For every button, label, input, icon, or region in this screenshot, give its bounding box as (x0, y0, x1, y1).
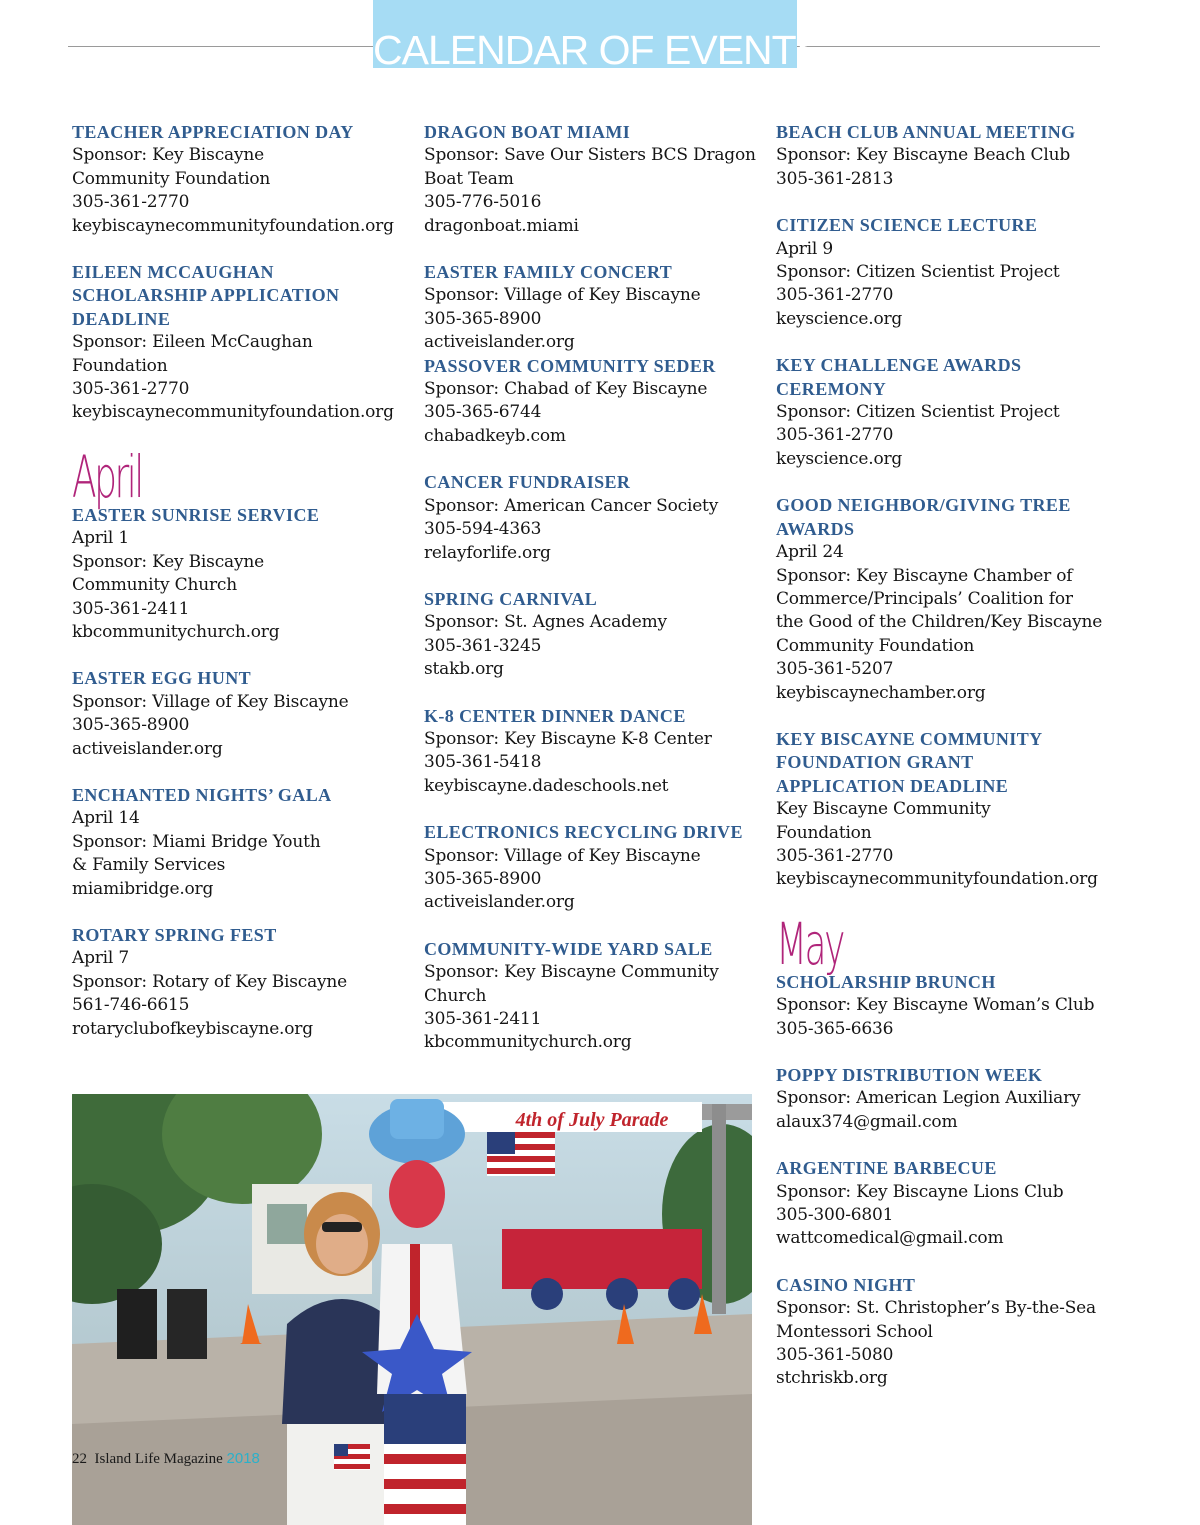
event-detail: the Good of the Children/Key Biscayne (776, 612, 1103, 633)
event-detail: Sponsor: Village of Key Biscayne (424, 285, 701, 306)
page-footer (72, 1450, 260, 1468)
event-listing (776, 214, 1116, 331)
event-detail: Foundation (776, 822, 872, 843)
event-detail: Sponsor: Key Biscayne K-8 Center (424, 728, 712, 749)
event-detail: April 1 (72, 528, 129, 549)
event-detail: keybiscayne.dadeschools.net (424, 775, 669, 796)
event-detail: miamibridge.org (72, 878, 214, 899)
event-detail: stchriskb.org (776, 1368, 888, 1389)
event-detail: April 9 (776, 238, 833, 259)
event-detail: keyscience.org (776, 308, 903, 329)
event-title: K-8 CENTER DINNER DANCE (424, 705, 686, 726)
event-listing (776, 1157, 1116, 1251)
event-detail: Key Biscayne Community (776, 799, 991, 820)
event-title: ROTARY SPRING FEST (72, 924, 277, 945)
event-detail: 305-361-2770 (776, 285, 894, 306)
event-detail: Community Foundation (72, 168, 271, 189)
event-detail: 305-365-8900 (72, 715, 190, 736)
event-detail: Community Foundation (776, 635, 975, 656)
event-detail: Sponsor: Village of Key Biscayne (424, 845, 701, 866)
month-heading: May (776, 909, 843, 978)
event-detail: Sponsor: Key Biscayne Beach Club (776, 145, 1071, 166)
event-detail: Community Church (72, 575, 237, 596)
event-detail: Sponsor: Key Biscayne (72, 145, 264, 166)
event-title: DRAGON BOAT MIAMI (424, 122, 631, 142)
event-listing (72, 504, 432, 644)
event-listing (776, 1064, 1116, 1134)
event-listing (424, 355, 784, 449)
event-detail: Church (424, 985, 487, 1006)
event-title: COMMUNITY-WIDE YARD SALE (424, 938, 713, 959)
event-listing (72, 261, 432, 425)
event-detail: 305-361-2411 (424, 1009, 542, 1029)
event-listing (776, 728, 1116, 892)
event-detail: 305-361-2770 (72, 192, 190, 213)
event-detail: Sponsor: St. Agnes Academy (424, 612, 667, 633)
event-listing (424, 261, 784, 355)
magazine-year: 2018 (226, 1450, 260, 1467)
banner-text: 4th of July Parade (515, 1109, 669, 1131)
event-detail: 305-361-2770 (72, 379, 190, 400)
event-detail: 305-361-3245 (424, 635, 542, 656)
event-title: CASINO NIGHT (776, 1274, 916, 1295)
page-number: 22 (72, 1451, 87, 1467)
event-title: GOOD NEIGHBOR/GIVING TREE AWARDS (776, 495, 1071, 539)
event-title: SPRING CARNIVAL (424, 588, 598, 609)
event-detail: activeislander.org (424, 332, 575, 353)
event-detail: 305-361-2813 (776, 168, 894, 189)
section-header (373, 0, 823, 73)
event-detail: 305-361-5207 (776, 659, 894, 680)
month-heading: April (72, 442, 142, 511)
event-detail: Sponsor: Key Biscayne Lions Club (776, 1181, 1064, 1202)
event-detail: Sponsor: Key Biscayne (72, 551, 264, 572)
event-detail: April 24 (776, 542, 844, 563)
event-listing (424, 705, 784, 799)
event-detail: Sponsor: Eileen McCaughan (72, 332, 313, 353)
event-detail: 305-365-8900 (424, 868, 542, 889)
section-title: CALENDAR OF EVENTS (373, 27, 823, 73)
event-listing (776, 1274, 1116, 1391)
event-title: EILEEN MCCAUGHAN SCHOLARSHIP APPLICATION DEADLINE (72, 262, 340, 329)
event-listing (776, 494, 1116, 705)
event-listing (776, 971, 1116, 1041)
event-detail: 305-361-2411 (72, 598, 190, 619)
event-detail: Sponsor: Citizen Scientist Project (776, 262, 1060, 283)
event-detail: chabadkeyb.com (424, 425, 566, 446)
event-detail: 305-361-5080 (776, 1345, 894, 1366)
magazine-name: Island Life Magazine (94, 1451, 223, 1467)
event-detail: 305-365-8900 (424, 308, 542, 329)
event-listing (72, 784, 432, 901)
event-detail: Commerce/Principals’ Coalition for (776, 588, 1073, 609)
event-title: TEACHER APPRECIATION DAY (72, 122, 354, 142)
event-detail: 305-594-4363 (424, 519, 542, 540)
event-detail: Sponsor: St. Christopher’s By-the-Sea (776, 1298, 1096, 1319)
event-title: POPPY DISTRIBUTION WEEK (776, 1065, 1043, 1085)
event-detail: 305-365-6744 (424, 402, 542, 423)
event-detail: 305-300-6801 (776, 1205, 894, 1226)
event-detail: dragonboat.miami (424, 215, 579, 236)
event-detail: stakb.org (424, 659, 504, 680)
column-1 (72, 121, 432, 1064)
event-detail: Sponsor: American Cancer Society (424, 495, 719, 516)
event-title: KEY CHALLENGE AWARDS CEREMONY (776, 355, 1022, 399)
event-title: EASTER EGG HUNT (72, 668, 252, 689)
event-detail: April 7 (72, 948, 129, 969)
event-detail: keybiscaynecommunityfoundation.org (72, 402, 394, 423)
event-detail: kbcommunitychurch.org (424, 1032, 632, 1053)
event-listing (424, 588, 784, 682)
event-title: CANCER FUNDRAISER (424, 472, 631, 493)
event-title: ARGENTINE BARBECUE (776, 1158, 997, 1179)
event-detail: wattcomedical@gmail.com (776, 1228, 1004, 1249)
event-title: PASSOVER COMMUNITY SEDER (424, 355, 716, 376)
event-detail: alaux374@gmail.com (776, 1111, 958, 1132)
event-detail: April 14 (72, 808, 140, 829)
event-detail: Boat Team (424, 168, 514, 189)
event-detail: & Family Services (72, 855, 226, 876)
event-listing (72, 924, 432, 1041)
event-detail: Sponsor: Key Biscayne Community (424, 962, 719, 983)
event-detail: 305-776-5016 (424, 192, 542, 213)
event-detail: Sponsor: Key Biscayne Woman’s Club (776, 995, 1095, 1016)
event-title: CITIZEN SCIENCE LECTURE (776, 215, 1038, 236)
event-detail: rotaryclubofkeybiscayne.org (72, 1018, 313, 1039)
event-title: EASTER FAMILY CONCERT (424, 262, 673, 283)
event-detail: Sponsor: Rotary of Key Biscayne (72, 971, 348, 992)
event-detail: 561-746-6615 (72, 995, 190, 1016)
event-detail: keybiscaynecommunityfoundation.org (72, 215, 394, 236)
event-title: EASTER SUNRISE SERVICE (72, 504, 320, 525)
event-detail: Sponsor: Chabad of Key Biscayne (424, 379, 708, 400)
event-title: BEACH CLUB ANNUAL MEETING (776, 122, 1076, 142)
event-detail: Sponsor: Village of Key Biscayne (72, 691, 349, 712)
event-listing (424, 121, 784, 238)
event-listing (776, 354, 1116, 471)
column-3 (776, 121, 1116, 1414)
event-title: ENCHANTED NIGHTS’ GALA (72, 784, 332, 805)
event-detail: keybiscaynechamber.org (776, 682, 986, 703)
event-detail: Sponsor: American Legion Auxiliary (776, 1088, 1081, 1109)
event-listing (72, 667, 432, 761)
event-detail: activeislander.org (72, 738, 223, 759)
event-listing (424, 938, 784, 1055)
event-listing (424, 821, 784, 915)
event-detail: Foundation (72, 355, 168, 376)
event-detail: 305-365-6636 (776, 1018, 894, 1039)
event-detail: 305-361-2770 (776, 425, 894, 446)
event-listing (72, 121, 432, 238)
event-detail: Sponsor: Miami Bridge Youth (72, 831, 321, 852)
event-detail: relayforlife.org (424, 542, 551, 563)
event-detail: keyscience.org (776, 448, 903, 469)
event-detail: kbcommunitychurch.org (72, 621, 280, 642)
event-detail: Sponsor: Save Our Sisters BCS Dragon (424, 145, 756, 166)
event-detail: 305-361-5418 (424, 752, 542, 773)
event-title: SCHOLARSHIP BRUNCH (776, 971, 996, 992)
event-detail: Sponsor: Citizen Scientist Project (776, 402, 1060, 423)
event-listing (424, 471, 784, 565)
event-detail: activeislander.org (424, 892, 575, 913)
event-listing (776, 121, 1116, 191)
event-detail: Sponsor: Key Biscayne Chamber of (776, 565, 1073, 586)
column-2 (424, 121, 784, 1078)
event-detail: 305-361-2770 (776, 845, 894, 866)
event-detail: keybiscaynecommunityfoundation.org (776, 869, 1098, 890)
event-detail: Montessori School (776, 1321, 933, 1342)
event-title: KEY BISCAYNE COMMUNITY FOUNDATION GRANT APPLICATION DEADLINE (776, 728, 1042, 796)
event-title: ELECTRONICS RECYCLING DRIVE (424, 822, 743, 843)
